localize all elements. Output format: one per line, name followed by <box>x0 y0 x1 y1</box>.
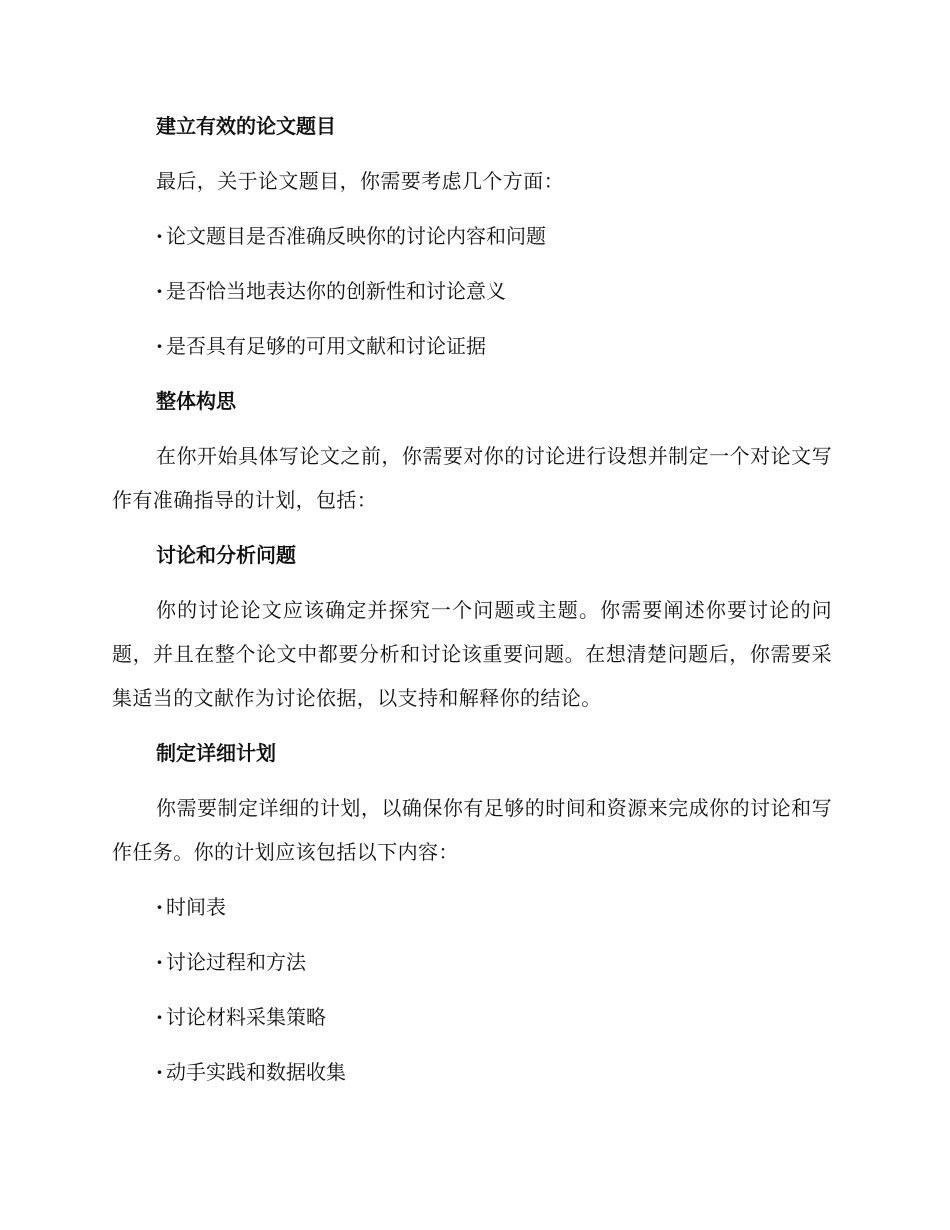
bullet-icon: · <box>156 224 163 248</box>
bullet-icon: · <box>156 279 163 303</box>
list-item <box>112 1050 832 1094</box>
section-heading-problem: 讨论和分析问题 <box>156 543 296 567</box>
bullet-icon: · <box>156 950 163 974</box>
section-body: 你的讨论论文应该确定并探究一个问题或主题。你需要阐述你要讨论的问题，并且在整个论文中都要分析和讨论该重要问题。在想清楚问题后，你需要采集适当的文献作为讨论依据，以支持和解释你的结论。 <box>112 598 832 710</box>
list-item <box>112 885 832 929</box>
document-page <box>112 104 832 1094</box>
bullet-icon: · <box>156 334 163 358</box>
section-intro: 最后，关于论文题目，你需要考虑几个方面： <box>156 169 564 193</box>
list-item <box>112 940 832 984</box>
list-item-text: 动手实践和数据收集 <box>166 1060 346 1084</box>
section-heading-plan: 制定详细计划 <box>156 741 276 765</box>
list-item <box>112 214 832 258</box>
section-heading-overall: 整体构思 <box>156 389 236 413</box>
list-item <box>112 269 832 313</box>
list-item <box>112 995 832 1039</box>
list-item-text: 是否恰当地表达你的创新性和讨论意义 <box>166 279 506 303</box>
bullet-icon: · <box>156 1060 163 1084</box>
list-item-text: 讨论材料采集策略 <box>166 1005 326 1029</box>
section-heading-title: 建立有效的论文题目 <box>156 114 336 138</box>
list-item-text: 是否具有足够的可用文献和讨论证据 <box>166 334 486 358</box>
list-item <box>112 324 832 368</box>
list-item-text: 讨论过程和方法 <box>166 950 306 974</box>
list-item-text: 时间表 <box>166 895 226 919</box>
bullet-icon: · <box>156 1005 163 1029</box>
section-body: 在你开始具体写论文之前，你需要对你的讨论进行设想并制定一个对论文写作有准确指导的计划，包括： <box>112 444 832 512</box>
list-item-text: 论文题目是否准确反映你的讨论内容和问题 <box>166 224 546 248</box>
bullet-icon: · <box>156 895 163 919</box>
section-body: 你需要制定详细的计划，以确保你有足够的时间和资源来完成你的讨论和写作任务。你的计划应该包括以下内容： <box>112 796 832 864</box>
